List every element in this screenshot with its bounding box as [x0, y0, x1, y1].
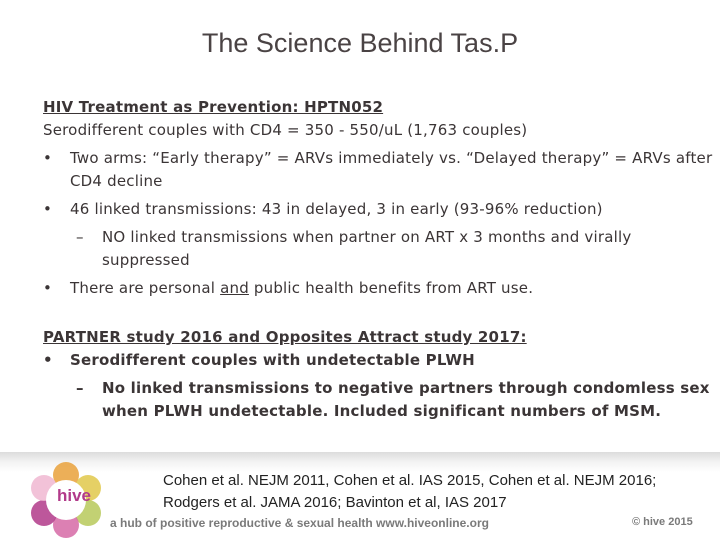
section2-subbullet-1 [43, 377, 715, 423]
subbullet-text: No linked transmissions to negative partners through condomless sex when PLWH undetectable. Included significant numbers of MSM. [102, 379, 710, 420]
bullet-marker: • [43, 351, 53, 369]
footer-copyright: © hive 2015 [632, 516, 693, 528]
references-line-1: Cohen et al. NEJM 2011, Cohen et al. IAS 2015, Cohen et al. NEJM 2016; [163, 472, 657, 489]
bullet-text: 46 linked transmissions: 43 in delayed, 3 in early (93-96% reduction) [70, 200, 603, 218]
section1-bullet-3 [43, 277, 715, 300]
bullet-text-and: and [220, 279, 249, 297]
dash-marker: – [76, 379, 84, 397]
section1-subbullet-1 [43, 226, 715, 272]
bullet-marker: • [43, 279, 53, 297]
bullet-text: Serodifferent couples with undetectable PLWH [70, 351, 475, 369]
bullet-marker: • [43, 149, 53, 167]
references-line-2: Rodgers et al. JAMA 2016; Bavinton et al, IAS 2017 [163, 494, 507, 511]
footer-tagline: a hub of positive reproductive & sexual health www.hiveonline.org [110, 516, 489, 530]
section1-heading: HIV Treatment as Prevention: HPTN052 [43, 98, 384, 116]
logo-text: hive [57, 486, 92, 505]
section1-intro: Serodifferent couples with CD4 = 350 - 550/uL (1,763 couples) [43, 121, 528, 139]
bullet-text: Two arms: “Early therapy” = ARVs immediately vs. “Delayed therapy” = ARVs after CD4 decline [70, 149, 713, 190]
section1-bullet-2 [43, 198, 715, 221]
references [163, 470, 713, 514]
section1-bullet-1 [43, 147, 715, 193]
bullet-marker: • [43, 200, 53, 218]
bullet-text-pre: There are personal [70, 279, 221, 297]
subbullet-text: NO linked transmissions when partner on ART x 3 months and virally suppressed [102, 228, 632, 269]
section2-bullet-1 [43, 349, 715, 372]
bullet-text-post: public health benefits from ART use. [248, 279, 534, 297]
slide-content [43, 96, 715, 423]
dash-marker: – [76, 228, 84, 246]
slide-title: The Science Behind Tas.P [201, 28, 519, 58]
section2-heading: PARTNER study 2016 and Opposites Attract study 2017: [43, 328, 527, 346]
